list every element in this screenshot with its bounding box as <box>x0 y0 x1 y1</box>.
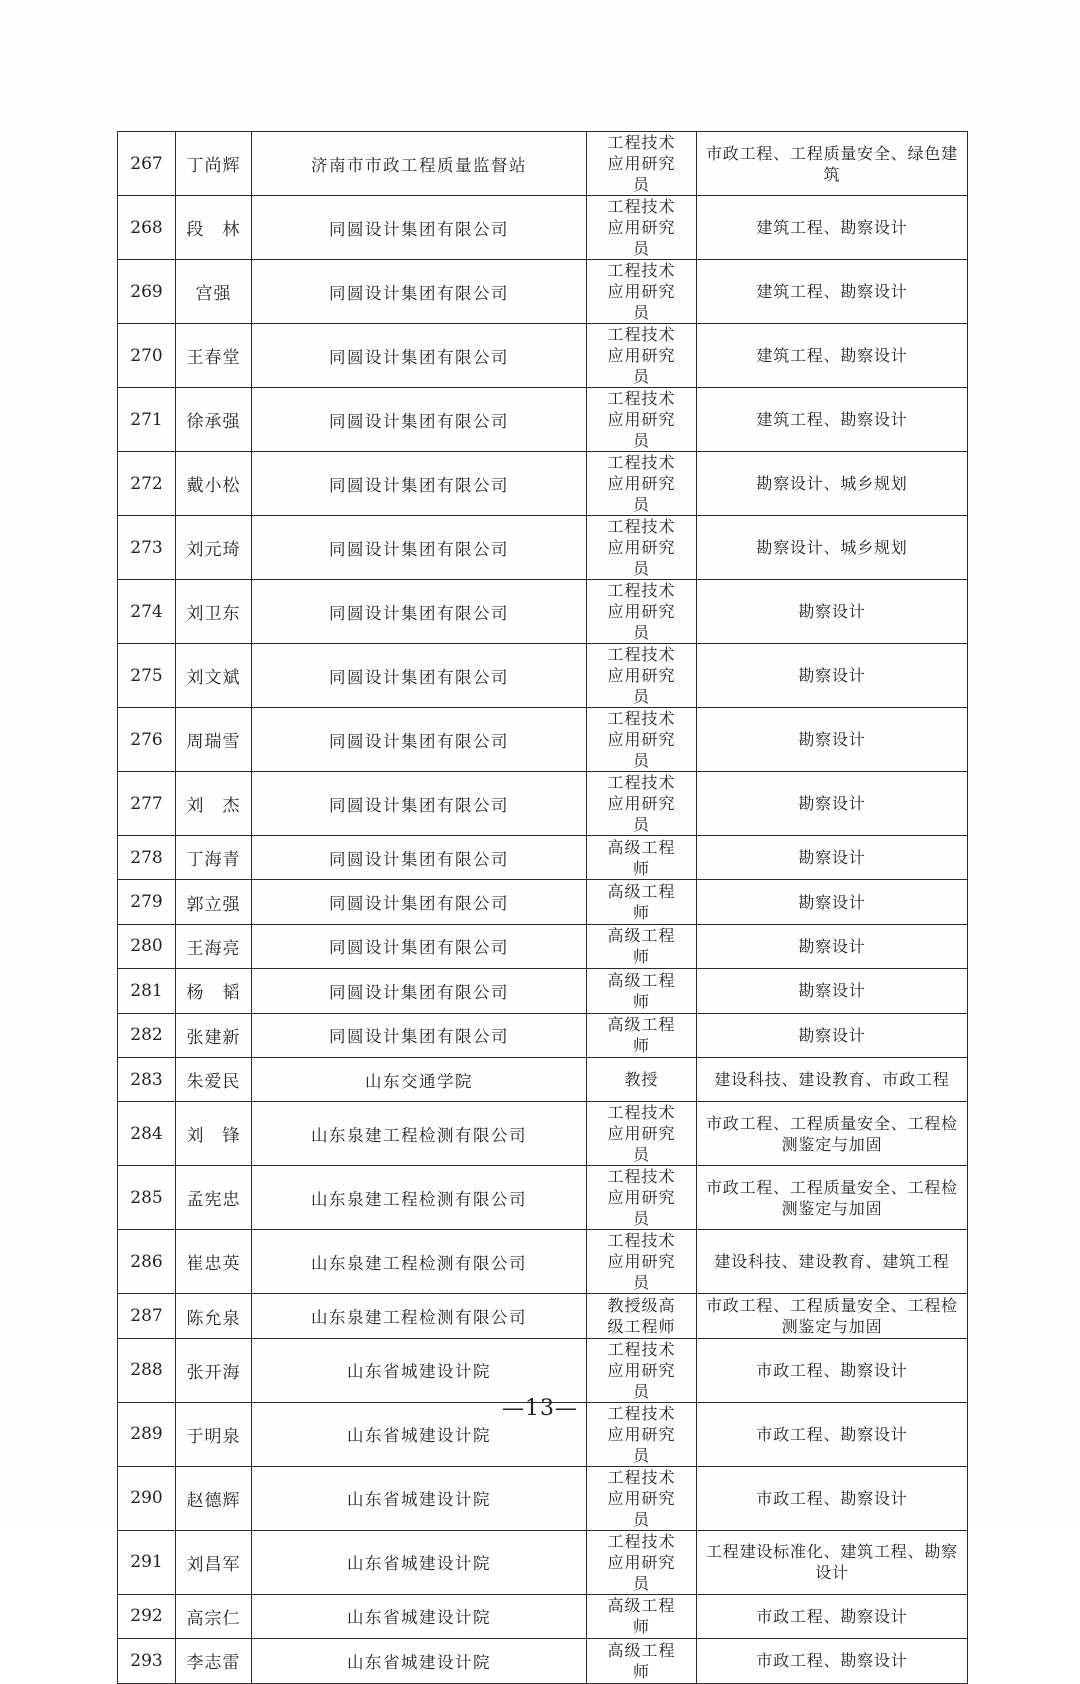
table-row <box>118 1013 968 1057</box>
row-number-cell: 279 <box>118 880 176 924</box>
organization-cell: 同圆设计集团有限公司 <box>252 196 587 260</box>
row-number-cell: 271 <box>118 388 176 452</box>
specialty-field-text: 建筑工程、勘察设计 <box>756 218 908 237</box>
specialty-field-cell <box>697 1594 968 1638</box>
professional-title-cell <box>587 772 697 836</box>
row-number-cell: 269 <box>118 260 176 324</box>
professional-title-text: 工程技术应用研究员 <box>607 1231 676 1293</box>
specialty-field-text: 市政工程、勘察设计 <box>756 1424 908 1444</box>
professional-title-text: 工程技术应用研究员 <box>607 645 676 706</box>
professional-title-cell <box>587 1594 697 1638</box>
organization-cell: 同圆设计集团有限公司 <box>252 452 587 516</box>
professional-title-cell <box>587 580 697 644</box>
specialty-field-text: 勘察设计 <box>798 848 866 868</box>
person-name-cell: 王海亮 <box>176 924 252 968</box>
specialty-field-cell <box>697 1013 968 1057</box>
table-row <box>118 1294 968 1338</box>
table-row <box>118 880 968 924</box>
organization-cell: 同圆设计集团有限公司 <box>252 1013 587 1057</box>
specialty-field-text: 勘察设计、城乡规划 <box>756 538 908 557</box>
professional-title-text: 工程技术应用研究员 <box>607 133 676 194</box>
specialty-field-text: 市政工程、勘察设计 <box>756 1488 908 1508</box>
specialty-field-cell <box>697 1294 968 1338</box>
table-row <box>118 452 968 516</box>
professional-title-text: 工程技术应用研究员 <box>607 1339 676 1401</box>
professional-title-text: 高级工程师 <box>607 1015 676 1056</box>
professional-title-text: 工程技术应用研究员 <box>607 1403 676 1465</box>
specialty-field-cell <box>697 1057 968 1101</box>
row-number-cell: 287 <box>118 1294 176 1338</box>
specialty-field-cell <box>697 388 968 452</box>
person-name-cell: 张建新 <box>176 1013 252 1057</box>
specialty-field-cell <box>697 880 968 924</box>
row-number-cell: 273 <box>118 516 176 580</box>
professional-title-text: 高级工程师 <box>607 837 676 878</box>
professional-title-cell <box>587 452 697 516</box>
specialty-field-cell <box>697 580 968 644</box>
specialty-field-text: 工程建设标准化、建筑工程、勘察设计 <box>705 1542 958 1583</box>
table-row <box>118 388 968 452</box>
specialty-field-text: 建筑工程、勘察设计 <box>756 282 908 301</box>
organization-cell: 同圆设计集团有限公司 <box>252 324 587 388</box>
row-number-cell: 275 <box>118 644 176 708</box>
professional-title-text: 工程技术应用研究员 <box>607 1167 676 1229</box>
specialty-field-text: 勘察设计 <box>798 666 866 685</box>
organization-cell: 山东省城建设计院 <box>252 1402 587 1466</box>
table-row <box>118 644 968 708</box>
table-row <box>118 132 968 196</box>
specialty-field-cell <box>697 516 968 580</box>
table-row <box>118 580 968 644</box>
professional-title-text: 高级工程师 <box>607 1640 676 1681</box>
table-row <box>118 260 968 324</box>
row-number-cell: 284 <box>118 1102 176 1166</box>
professional-title-text: 工程技术应用研究员 <box>607 197 676 258</box>
row-number-cell: 286 <box>118 1230 176 1294</box>
specialty-field-text: 勘察设计 <box>798 602 866 621</box>
specialty-field-text: 市政工程、勘察设计 <box>756 1651 908 1671</box>
person-name-cell: 张开海 <box>176 1338 252 1402</box>
person-name-cell: 赵德辉 <box>176 1466 252 1530</box>
specialty-field-text: 市政工程、工程质量安全、工程检测鉴定与加固 <box>705 1296 958 1337</box>
professional-title-cell <box>587 1294 697 1338</box>
professional-title-cell <box>587 1530 697 1594</box>
specialty-field-cell <box>697 1466 968 1530</box>
person-name-cell: 丁尚辉 <box>176 132 252 196</box>
professional-title-text: 教授级高级工程师 <box>607 1296 676 1337</box>
professional-title-cell <box>587 260 697 324</box>
specialty-field-text: 勘察设计 <box>798 892 866 912</box>
person-name-cell: 徐承强 <box>176 388 252 452</box>
specialty-field-cell <box>697 644 968 708</box>
specialty-field-text: 市政工程、勘察设计 <box>756 1360 908 1380</box>
professional-title-text: 工程技术应用研究员 <box>607 1103 676 1165</box>
organization-cell: 同圆设计集团有限公司 <box>252 388 587 452</box>
professional-title-text: 高级工程师 <box>607 882 676 923</box>
person-name-cell: 戴小松 <box>176 452 252 516</box>
specialty-field-cell <box>697 924 968 968</box>
organization-cell: 山东省城建设计院 <box>252 1639 587 1683</box>
professional-title-cell <box>587 969 697 1013</box>
person-name-cell: 刘元琦 <box>176 516 252 580</box>
professional-title-text: 工程技术应用研究员 <box>607 389 676 450</box>
row-number-cell: 281 <box>118 969 176 1013</box>
row-number-cell: 282 <box>118 1013 176 1057</box>
professional-title-cell <box>587 1466 697 1530</box>
professional-title-cell <box>587 1102 697 1166</box>
organization-cell: 同圆设计集团有限公司 <box>252 708 587 772</box>
specialty-field-text: 勘察设计 <box>798 981 866 1001</box>
organization-cell: 山东省城建设计院 <box>252 1466 587 1530</box>
specialty-field-cell <box>697 772 968 836</box>
professional-title-cell <box>587 1057 697 1101</box>
specialty-field-cell <box>697 708 968 772</box>
person-name-cell: 高宗仁 <box>176 1594 252 1638</box>
person-name-cell: 宫强 <box>176 260 252 324</box>
row-number-cell: 291 <box>118 1530 176 1594</box>
organization-cell: 同圆设计集团有限公司 <box>252 644 587 708</box>
professional-title-text: 工程技术应用研究员 <box>607 773 676 834</box>
person-name-cell: 郭立强 <box>176 880 252 924</box>
organization-cell: 同圆设计集团有限公司 <box>252 880 587 924</box>
row-number-cell: 280 <box>118 924 176 968</box>
person-name-cell: 于明泉 <box>176 1402 252 1466</box>
row-number-cell: 277 <box>118 772 176 836</box>
organization-cell: 同圆设计集团有限公司 <box>252 516 587 580</box>
organization-cell: 山东省城建设计院 <box>252 1530 587 1594</box>
person-name-cell: 李志雷 <box>176 1639 252 1683</box>
specialty-field-text: 建设科技、建设教育、建筑工程 <box>714 1252 950 1272</box>
row-number-cell: 272 <box>118 452 176 516</box>
professional-title-text: 教授 <box>624 1070 659 1090</box>
specialty-field-cell <box>697 969 968 1013</box>
specialty-field-text: 勘察设计 <box>798 1025 866 1045</box>
specialty-field-text: 市政工程、工程质量安全、工程检测鉴定与加固 <box>705 1177 958 1218</box>
table-row <box>118 1594 968 1638</box>
specialty-field-cell <box>697 132 968 196</box>
professional-title-text: 工程技术应用研究员 <box>607 325 676 386</box>
professional-title-cell <box>587 132 697 196</box>
row-number-cell: 270 <box>118 324 176 388</box>
specialty-field-cell <box>697 196 968 260</box>
table-row <box>118 708 968 772</box>
row-number-cell: 268 <box>118 196 176 260</box>
table-row <box>118 324 968 388</box>
organization-cell: 同圆设计集团有限公司 <box>252 772 587 836</box>
specialty-field-cell <box>697 452 968 516</box>
professional-title-cell <box>587 388 697 452</box>
specialty-field-cell <box>697 260 968 324</box>
table-row <box>118 1102 968 1166</box>
professional-title-cell <box>587 1166 697 1230</box>
person-name-cell: 刘昌军 <box>176 1530 252 1594</box>
person-name-cell: 崔忠英 <box>176 1230 252 1294</box>
specialty-field-cell <box>697 1338 968 1402</box>
table-row <box>118 836 968 880</box>
specialty-field-cell <box>697 1230 968 1294</box>
person-name-cell: 刘卫东 <box>176 580 252 644</box>
professional-title-cell <box>587 516 697 580</box>
person-name-cell: 王春堂 <box>176 324 252 388</box>
table-row <box>118 1057 968 1101</box>
organization-cell: 山东交通学院 <box>252 1057 587 1101</box>
person-name-cell: 刘 锋 <box>176 1102 252 1166</box>
row-number-cell: 276 <box>118 708 176 772</box>
row-number-cell: 292 <box>118 1594 176 1638</box>
expert-roster-table <box>117 131 968 1684</box>
specialty-field-cell <box>697 324 968 388</box>
organization-cell: 同圆设计集团有限公司 <box>252 924 587 968</box>
table-row <box>118 516 968 580</box>
professional-title-text: 工程技术应用研究员 <box>607 1467 676 1529</box>
organization-cell: 山东省城建设计院 <box>252 1594 587 1638</box>
organization-cell: 山东泉建工程检测有限公司 <box>252 1294 587 1338</box>
row-number-cell: 293 <box>118 1639 176 1683</box>
professional-title-cell <box>587 1338 697 1402</box>
specialty-field-text: 市政工程、工程质量安全、工程检测鉴定与加固 <box>705 1113 958 1154</box>
specialty-field-text: 建设科技、建设教育、市政工程 <box>714 1070 950 1090</box>
specialty-field-text: 市政工程、工程质量安全、绿色建筑 <box>705 143 958 184</box>
professional-title-cell <box>587 836 697 880</box>
table-row <box>118 196 968 260</box>
professional-title-cell <box>587 1013 697 1057</box>
professional-title-text: 高级工程师 <box>607 970 676 1011</box>
person-name-cell: 孟宪忠 <box>176 1166 252 1230</box>
person-name-cell: 刘 杰 <box>176 772 252 836</box>
page-number: —13— <box>502 1396 578 1421</box>
professional-title-text: 工程技术应用研究员 <box>607 581 676 642</box>
professional-title-text: 工程技术应用研究员 <box>607 709 676 770</box>
professional-title-cell <box>587 324 697 388</box>
professional-title-cell <box>587 1230 697 1294</box>
row-number-cell: 288 <box>118 1338 176 1402</box>
row-number-cell: 278 <box>118 836 176 880</box>
professional-title-cell <box>587 880 697 924</box>
table-row <box>118 1639 968 1683</box>
row-number-cell: 290 <box>118 1466 176 1530</box>
row-number-cell: 274 <box>118 580 176 644</box>
table-row <box>118 772 968 836</box>
table-row <box>118 1530 968 1594</box>
specialty-field-text: 勘察设计、城乡规划 <box>756 474 908 493</box>
specialty-field-text: 建筑工程、勘察设计 <box>756 410 908 429</box>
row-number-cell: 289 <box>118 1402 176 1466</box>
table-row <box>118 1230 968 1294</box>
specialty-field-cell <box>697 1530 968 1594</box>
professional-title-cell <box>587 708 697 772</box>
professional-title-text: 工程技术应用研究员 <box>607 1531 676 1593</box>
organization-cell: 山东省城建设计院 <box>252 1338 587 1402</box>
person-name-cell: 段 林 <box>176 196 252 260</box>
professional-title-cell <box>587 196 697 260</box>
specialty-field-text: 勘察设计 <box>798 936 866 956</box>
professional-title-cell <box>587 644 697 708</box>
professional-title-cell <box>587 924 697 968</box>
specialty-field-text: 市政工程、勘察设计 <box>756 1606 908 1626</box>
specialty-field-cell <box>697 1639 968 1683</box>
organization-cell: 同圆设计集团有限公司 <box>252 969 587 1013</box>
specialty-field-text: 建筑工程、勘察设计 <box>756 346 908 365</box>
specialty-field-cell <box>697 1166 968 1230</box>
specialty-field-cell <box>697 1102 968 1166</box>
row-number-cell: 283 <box>118 1057 176 1101</box>
row-number-cell: 285 <box>118 1166 176 1230</box>
table-row <box>118 1166 968 1230</box>
organization-cell: 山东泉建工程检测有限公司 <box>252 1102 587 1166</box>
organization-cell: 同圆设计集团有限公司 <box>252 580 587 644</box>
person-name-cell: 周瑞雪 <box>176 708 252 772</box>
specialty-field-text: 勘察设计 <box>798 794 866 813</box>
person-name-cell: 朱爱民 <box>176 1057 252 1101</box>
organization-cell: 山东泉建工程检测有限公司 <box>252 1166 587 1230</box>
person-name-cell: 刘文斌 <box>176 644 252 708</box>
person-name-cell: 丁海青 <box>176 836 252 880</box>
professional-title-text: 高级工程师 <box>607 926 676 967</box>
person-name-cell: 陈允泉 <box>176 1294 252 1338</box>
table-row <box>118 969 968 1013</box>
professional-title-text: 工程技术应用研究员 <box>607 517 676 578</box>
table-row <box>118 924 968 968</box>
row-number-cell: 267 <box>118 132 176 196</box>
table-row <box>118 1466 968 1530</box>
person-name-cell: 杨 韬 <box>176 969 252 1013</box>
table-row <box>118 1338 968 1402</box>
specialty-field-cell <box>697 836 968 880</box>
organization-cell: 山东泉建工程检测有限公司 <box>252 1230 587 1294</box>
professional-title-text: 工程技术应用研究员 <box>607 261 676 322</box>
organization-cell: 同圆设计集团有限公司 <box>252 260 587 324</box>
specialty-field-text: 勘察设计 <box>798 730 866 749</box>
roster-body <box>118 132 968 1684</box>
organization-cell: 济南市市政工程质量监督站 <box>252 132 587 196</box>
professional-title-cell <box>587 1639 697 1683</box>
professional-title-text: 工程技术应用研究员 <box>607 453 676 514</box>
organization-cell: 同圆设计集团有限公司 <box>252 836 587 880</box>
professional-title-text: 高级工程师 <box>607 1596 676 1637</box>
